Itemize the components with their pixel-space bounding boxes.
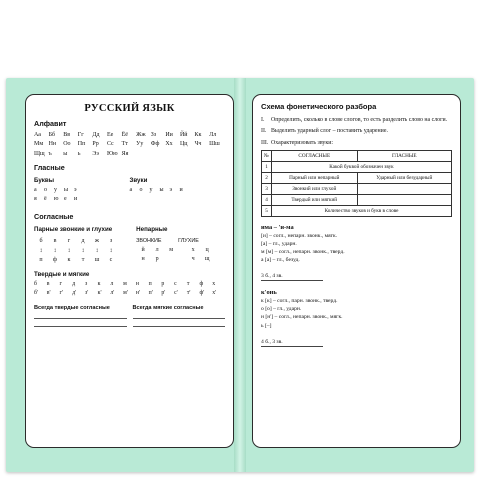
example-line: м [м] – согл., непарн. звонк., тверд. [261,249,345,256]
alphabet-letter: Сс [106,141,114,148]
consonant-letter: п [39,257,43,264]
alphabet-letter: Гг [77,132,84,138]
table-row [262,194,452,205]
consonant-letter: л [155,246,159,253]
table-cell: 2 [262,172,272,183]
pair-arrow-icon: ↕ [81,247,85,254]
hard-consonant: т [186,281,190,288]
consonant-letter: з [109,238,113,245]
alphabet-letter: Хх [165,141,173,148]
consonant-letter: к [67,257,71,264]
table-header-cell: ГЛАСНЫЕ [357,150,451,161]
step-item [261,127,452,135]
letters-label: Буквы [34,176,54,184]
alphabet-letter: Яя [121,150,129,157]
vowel-letter: ё [44,196,47,203]
alphabet-letter: Дд [92,132,100,138]
gluhie-label: ГЛУХИЕ [178,238,199,245]
table-cell: Твердый или мягкий [272,194,358,205]
sounds-label: Звуки [129,176,148,184]
table-cell: 3 [262,183,272,194]
alphabet-letter: Ээ [92,150,99,157]
alphabet-letter: ъ [48,150,52,157]
example-line: [а] – гл., ударн. [261,240,297,247]
vowel-letter: я [34,196,37,203]
table-cell: 1 [262,161,272,172]
hard-consonant: н [135,281,139,288]
soft-consonant: п' [148,290,153,297]
consonant-letter: ж [94,238,100,245]
consonant-letter: н [141,256,145,263]
step-text: Определить, сколько в слове слогов, то есть разделить слово на слоги. [271,117,448,123]
alphabet-letter: Фф [150,141,160,148]
pair-arrows-row [34,247,136,256]
analysis-steps [261,116,452,147]
write-line [133,313,226,319]
always-hard-label: Всегда твердые согласные [34,305,110,312]
write-line [34,313,127,319]
alphabet-letter: ы [63,150,68,157]
alphabet-letter: ь [77,150,81,157]
consonant-letter: ц [205,246,209,253]
alphabet-letter: Бб [48,132,56,138]
left-page [25,94,234,448]
alphabet-letter: Рр [92,141,99,148]
hard-soft-heading: Твердые и мягкие [34,271,90,279]
unpaired-row-2 [136,255,225,264]
vowel-letter: ы [64,186,69,193]
hard-consonant: г [59,281,62,288]
soft-consonant: л' [110,290,115,297]
example-line: н [н'] – согл., непарн. звонк., мягк. [261,314,343,321]
hard-consonant: м [123,281,127,288]
soft-consonant: г' [59,290,63,297]
book-spine [234,78,246,472]
example-count: 3 б., 4 зв. [261,272,323,281]
consonant-letter: б [39,238,43,245]
table-header-cell: СОГЛАСНЫЕ [272,150,358,161]
consonant-letter: ш [94,257,100,264]
alphabet-letter: Лл [209,132,217,138]
pair-arrow-icon: ↕ [39,247,43,254]
alphabet-letter: Йй [179,132,188,138]
step-item [261,139,452,147]
example-count: 4 б., 3 зв. [261,338,323,347]
consonant-letter: р [155,256,159,263]
hard-consonants-row [34,280,225,289]
consonant-letter: й [141,246,145,253]
alphabet-row-3 [34,150,225,159]
hard-consonant: к [97,281,101,288]
step-number: II. [261,128,267,135]
consonant-letter: ч [191,256,195,263]
example-word-2: к'онь [261,289,277,297]
vowel-letter: и [74,196,78,203]
alphabet-heading: Алфавит [34,119,67,128]
table-cell [357,183,451,194]
alphabet-letter: Ее [106,132,114,138]
alphabet-letter: Кк [194,132,202,138]
example-line: к [к] – согл., парн. звонк., тверд. [261,298,338,305]
consonants-block [34,224,225,265]
write-line [34,321,127,327]
alphabet-letter: Чч [194,141,202,148]
hard-consonant: в [46,281,50,288]
hard-consonant: ф [199,281,204,288]
vowel-sound: ы [159,186,164,193]
consonant-letter: х [191,246,195,253]
example-word-1: има – 'и-ма [261,223,294,231]
always-soft-label: Всегда мягкие согласные [132,305,204,312]
table-cell: Ударный или безударный [357,172,451,183]
consonant-letter: в [53,238,57,245]
step-number: III. [261,139,269,146]
table-row [262,172,452,183]
voiced-voiceless-labels [136,237,225,245]
vowel-letters-row-2 [34,195,130,204]
soft-consonant: н' [135,290,141,297]
unpaired-row-1 [136,246,225,255]
soft-consonant: т' [186,290,191,297]
vowel-letter: ю [54,196,59,203]
example-line: о [о] – гл., ударн. [261,306,302,313]
pair-arrow-icon: ↕ [109,247,113,254]
alphabet-letter: Тт [121,141,128,148]
vowel-letter: у [54,186,57,193]
soft-consonant: р' [161,290,166,297]
hard-consonant: д [72,281,76,288]
table-row [262,205,452,216]
alphabet-letter: Юю [106,150,118,157]
alphabet-letter: Жж [136,132,146,138]
always-hard-soft-block [34,303,225,329]
table-cell: 4 [262,194,272,205]
example-line: а [а] – гл., безуд. [261,257,300,264]
vowel-letter: э [74,186,77,193]
vowel-sound: у [149,186,153,193]
alphabet-letter: Пп [77,141,86,148]
table-cell [357,194,451,205]
table-row [262,161,452,172]
vowel-sound: э [169,186,173,193]
soft-consonant: к' [97,290,102,297]
table-cell: Звонкий или глухой [272,183,358,194]
hard-consonant: л [110,281,114,288]
example-line: [и] – согл., непарн. звонк., мягк. [261,232,338,239]
soft-consonant: в' [46,290,51,297]
alphabet-letter: Уу [136,141,144,148]
alphabet-letter: Ии [165,132,173,138]
vowel-letter: а [34,186,37,193]
consonants-heading: Согласные [34,212,74,222]
hard-consonant: р [161,281,165,288]
soft-consonant: ф' [199,290,205,297]
soft-consonant: з' [84,290,89,297]
phonetic-table [261,150,452,217]
alphabet-letter: Шш [209,141,220,148]
table-header-row [262,150,452,161]
alphabet-letter: Аа [34,132,41,138]
table-header-cell: № [262,150,272,161]
vowel-sounds-row [130,186,226,195]
consonant-letter: т [81,257,85,264]
step-text: Охарактеризовать звуки: [271,139,334,146]
right-page-title: Схема фонетического разбора [261,102,377,111]
table-cell: Количество звуков и букв в слове [272,205,452,216]
vowel-letters-row-1 [34,186,130,195]
alphabet-letter: Оо [63,141,71,148]
voiced-row [34,237,136,246]
hard-consonant: п [148,281,152,288]
paired-label: Парные звонкие и глухие [34,226,113,234]
alphabet-row-2 [34,140,225,149]
vowel-sound: а [129,186,133,193]
voiceless-row [34,256,136,265]
soft-consonant: д' [72,290,77,297]
right-page [252,94,461,448]
write-line [133,321,226,327]
vowel-sound: и [179,186,183,193]
alphabet-row-1 [34,131,225,140]
consonant-letter: с [109,257,113,264]
vowel-letter: е [64,196,67,203]
unpaired-label: Непарные [136,226,168,234]
alphabet-letter: Щщ [34,150,45,157]
alphabet-letter: Зз [150,132,157,138]
vowels-block [34,175,225,205]
alphabet-letter: Мм [34,141,44,148]
hard-consonant: х [212,281,216,288]
consonant-letter: ф [53,257,57,264]
pair-arrow-icon: ↕ [67,247,71,254]
vowel-sound: о [139,186,143,193]
consonant-letter: м [169,246,174,253]
consonant-letter: д [81,238,85,245]
vowel-letter: о [44,186,47,193]
pair-arrow-icon: ↕ [53,247,57,254]
soft-consonant: б' [34,290,38,297]
open-book [6,78,474,472]
alphabet-letter: Цц [179,141,188,148]
table-cell: Какой буквой обозначен звук [272,161,452,172]
consonant-letter: г [67,238,71,245]
zvonkie-label: ЗВОНКИЕ [136,238,162,245]
example-line: ь [–] [261,322,272,329]
soft-consonant: с' [174,290,178,297]
alphabet-letter: Нн [48,141,57,148]
hard-consonant: б [34,281,37,288]
alphabet-letter: Вв [63,132,71,138]
table-cell: Парный или непарный [272,172,358,183]
step-text: Выделить ударный слог – поставить ударение. [271,128,388,135]
consonant-letter: щ [204,256,210,263]
soft-consonant: х' [212,290,217,297]
step-number: I. [261,117,265,123]
soft-consonants-row [34,289,225,298]
vowels-heading: Гласные [34,162,65,172]
hard-consonant: с [174,281,177,288]
alphabet-letter: Ёё [121,132,128,138]
table-row [262,183,452,194]
soft-consonant: м' [123,290,128,297]
pair-arrow-icon: ↕ [95,247,99,254]
step-item [261,116,452,124]
table-cell: 5 [262,205,272,216]
left-page-title: РУССКИЙ ЯЗЫК [84,103,175,114]
hard-consonant: з [84,281,88,288]
